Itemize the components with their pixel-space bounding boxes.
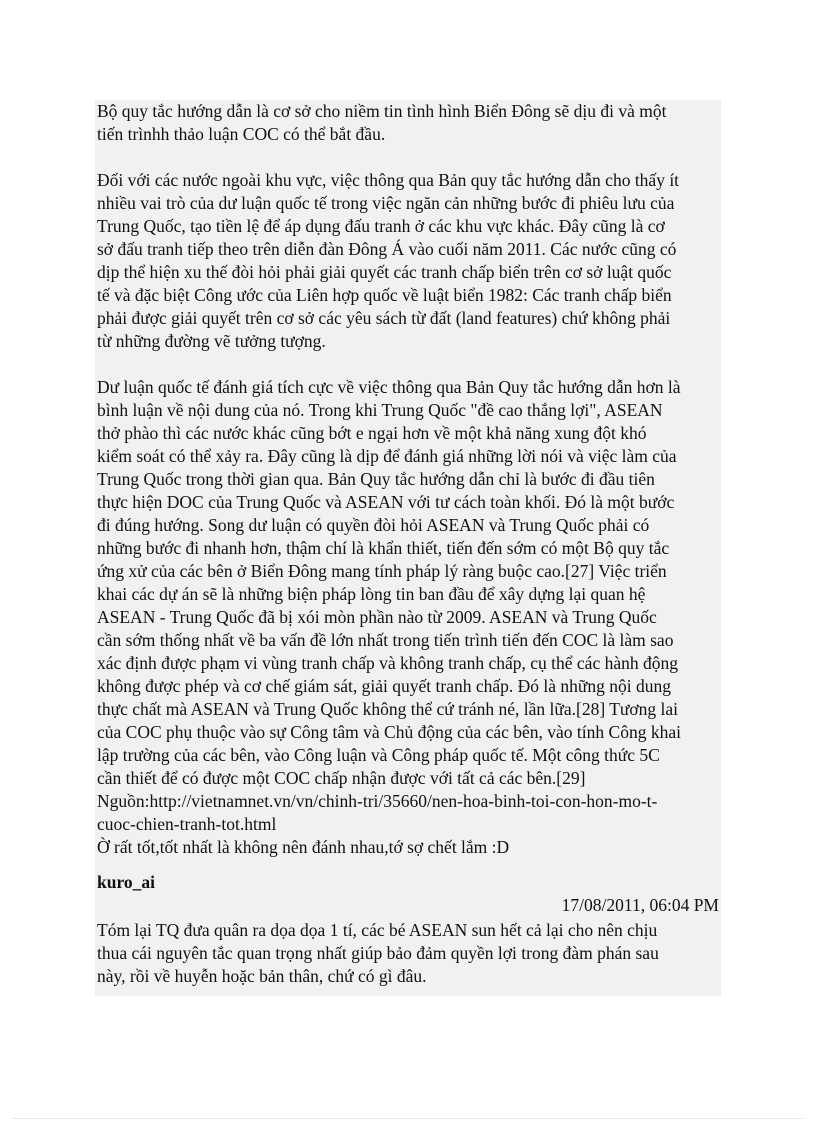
text-line: kiểm soát có thể xảy ra. Đây cũng là dịp để đánh giá những lời nói và việc làm của [97,446,677,466]
text-line: thua cái nguyên tắc quan trọng nhất giúp bảo đảm quyền lợi trong đàm phán sau [97,943,659,963]
text-line: Dư luận quốc tế đánh giá tích cực về việc thông qua Bản Quy tắc hướng dẫn hơn là [97,377,681,397]
text-line: sở đấu tranh tiếp theo trên diễn đàn Đông Á vào cuối năm 2011. Các nước cũng có [97,239,677,259]
post-paragraph-2 [97,169,719,353]
text-line: tế và đặc biệt Công ước của Liên hợp quốc về luật biển 1982: Các tranh chấp biển [97,285,672,305]
text-line: phải được giải quyết trên cơ sở các yêu sách từ đất (land features) chứ không phải [97,308,671,328]
source-link-line: cuoc-chien-tranh-tot.html [97,814,277,834]
post-paragraph-3 [97,376,719,859]
text-line: từ những đường vẽ tưởng tượng. [97,331,326,351]
poster-comment: Ờ rất tốt,tốt nhất là không nên đánh nhau,tớ sợ chết lắm :D [97,837,510,857]
text-line: Trung Quốc, tạo tiền lệ để áp dụng đấu tranh ở các khu vực khác. Đây cũng là cơ [97,216,665,236]
post-timestamp: 17/08/2011, 06:04 PM [561,895,719,915]
text-line: Trung Quốc trong thời gian qua. Bản Quy tắc hướng dẫn chỉ là bước đi đầu tiên [97,469,655,489]
text-line: thực chất mà ASEAN và Trung Quốc không thể cứ tránh né, lần lữa.[28] Tương lai [97,699,679,719]
text-line: lập trường của các bên, vào Công luận và Công pháp quốc tế. Một công thức 5C [97,745,660,765]
text-line: cần sớm thống nhất về ba vấn đề lớn nhất trong tiến trình tiến đến COC là làm sao [97,630,674,650]
text-line: này, rồi về huyễn hoặc bản thân, chứ có gì đâu. [97,966,427,986]
text-line: ứng xử của các bên ở Biển Đông mang tính pháp lý ràng buộc cao.[27] Việc triển [97,561,667,581]
reply-body [97,919,719,988]
paragraph-gap [97,353,719,376]
text-line: nhiều vai trò của dư luận quốc tế trong việc ngăn cản những bước đi phiêu lưu của [97,193,675,213]
text-line: cần thiết để có được một COC chấp nhận được với tất cả các bên.[29] [97,768,586,788]
text-line: của COC phụ thuộc vào sự Công tâm và Chủ động của các bên, vào tính Công khai [97,722,681,742]
text-line: ASEAN - Trung Quốc đã bị xói mòn phần nào từ 2009. ASEAN và Trung Quốc [97,607,657,627]
text-line: bình luận về nội dung của nó. Trong khi Trung Quốc "đề cao thắng lợi", ASEAN [97,400,663,420]
paragraph-gap [97,146,719,169]
page-bottom-divider [12,1118,804,1120]
text-line: Bộ quy tắc hướng dẫn là cơ sở cho niềm tin tình hình Biển Đông sẽ dịu đi và một [97,101,667,121]
text-line: Đối với các nước ngoài khu vực, việc thông qua Bản quy tắc hướng dẫn cho thấy ít [97,170,680,190]
text-line: Tóm lại TQ đưa quân ra dọa dọa 1 tí, các bé ASEAN sun hết cả lại cho nên chịu [97,920,658,940]
source-link-line: Nguồn:http://vietnamnet.vn/vn/chinh-tri/35660/nen-hoa-binh-toi-con-hon-mo-t- [97,791,658,811]
text-line: đi đúng hướng. Song dư luận có quyền đòi hỏi ASEAN và Trung Quốc phải có [97,515,650,535]
post-username: kuro_ai [97,872,156,892]
text-line: khai các dự án sẽ là những biện pháp lòng tin ban đầu để xây dựng lại quan hệ [97,584,646,604]
text-line: những bước đi nhanh hơn, thậm chí là khẩn thiết, tiến đến sớm có một Bộ quy tắc [97,538,670,558]
text-line: xác định được phạm vi vùng tranh chấp và không tranh chấp, cụ thể các hành động [97,653,678,673]
forum-content [95,100,721,996]
text-line: thở phào thì các nước khác cũng bớt e ngại hơn về một khả năng xung đột khó [97,423,647,443]
post-paragraph-1 [97,100,719,146]
text-line: dịp thể hiện xu thế đòi hỏi phải giải quyết các tranh chấp biển trên cơ sở luật quốc [97,262,672,282]
text-line: thực hiện DOC của Trung Quốc và ASEAN với tư cách toàn khối. Đó là một bước [97,492,675,512]
text-line: không được phép và cơ chế giám sát, giải quyết tranh chấp. Đó là những nội dung [97,676,672,696]
text-line: tiến trìnhh thảo luận COC có thể bắt đầu. [97,124,386,144]
